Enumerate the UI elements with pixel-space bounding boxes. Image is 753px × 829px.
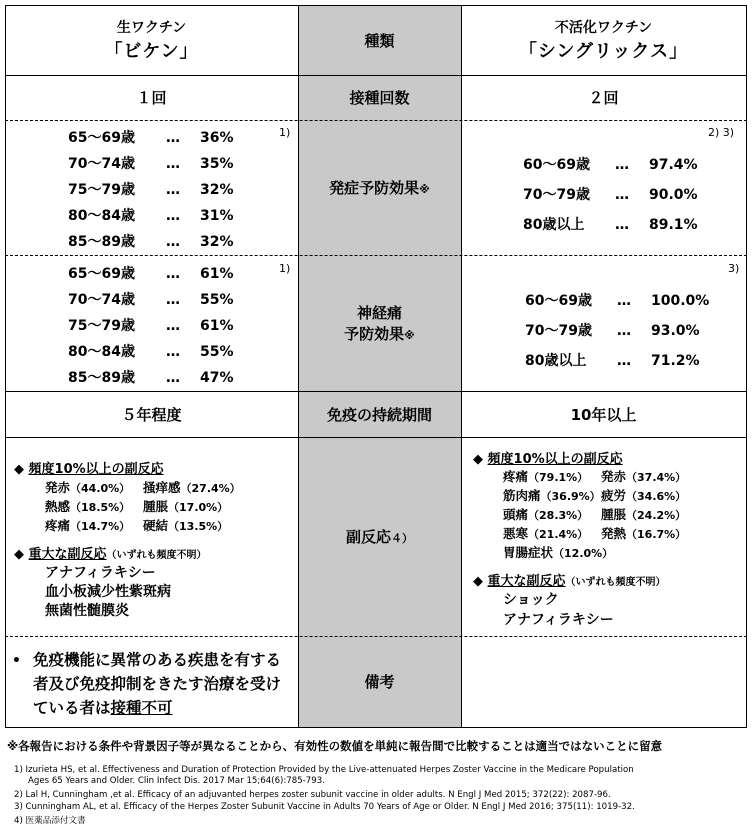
reaction-name: 掻痒感 [143,480,181,495]
reaction-name: 発熱 [601,526,627,541]
efficacy-value: 97.4% [649,157,698,173]
adverse-reaction [601,469,686,484]
ellipsis: … [617,323,631,339]
reaction-name: 硬結 [143,518,169,533]
adverse-reaction-row [45,497,228,515]
ellipsis: … [166,208,180,224]
efficacy-value: 61% [200,266,234,282]
remarks-label: 備考 [364,673,395,691]
adverse-reaction-row [503,524,686,542]
reaction-name: 熱感 [45,499,71,514]
reaction-frequency: （34.6%） [626,490,687,503]
reaction-name: 悪寒 [503,526,529,541]
diamond-bullet-icon: ◆ [473,574,483,589]
adverse-reaction [503,545,613,560]
adverse-reaction-row [503,543,613,561]
serious-heading-text: 重大な副反応 [28,547,107,562]
efficacy-value: 36% [200,130,234,146]
adverse-reaction-row [45,516,228,534]
age-efficacy-row [68,341,234,361]
age-group: 75～79歳 [68,318,135,334]
inactivated-serious-heading [473,570,666,589]
efficacy-value: 93.0% [651,323,700,339]
adverse-reaction-row [503,505,686,523]
ellipsis: … [617,353,631,369]
reaction-name: 疲労 [601,488,627,503]
age-efficacy-row [68,127,234,147]
efficacy-value: 90.0% [649,187,698,203]
serious-reaction: アナフィラキシー [503,612,614,628]
age-group: 70～79歳 [525,323,592,339]
age-efficacy-row [68,179,234,199]
reference-mark: 2) 3) [708,126,735,139]
adverse-label [346,526,413,547]
serious-heading-note: （いずれも頻度不明） [565,577,666,588]
reference-item: Ages 65 Years and Older. Clin Infect Dis. 2017 Mar 15;64(6):785-793. [28,776,325,786]
table-border-right [746,5,747,728]
reaction-name: 腫脹 [601,507,627,522]
reaction-frequency: （17.0%） [168,501,229,514]
age-efficacy-row [68,263,234,283]
ellipsis: … [166,156,180,172]
age-group: 70～74歳 [68,156,135,172]
inactivated-duration: 10年以上 [570,405,637,424]
neuralgia-label-cell [298,255,461,391]
reference-item: 4) 医薬品添付文書 [14,816,86,826]
adverse-reaction [143,499,228,514]
ellipsis: … [166,370,180,386]
adverse-reaction [601,526,686,541]
table-border-bottom [5,727,747,728]
reference-mark: 3) [728,262,740,275]
age-efficacy-row [523,154,698,174]
reaction-frequency: （21.4%） [528,528,589,541]
category-header [298,5,461,75]
adverse-reaction [601,488,686,503]
efficacy-value: 55% [200,292,234,308]
adverse-reaction-row [503,467,686,485]
live-doses: １回 [136,89,167,107]
age-efficacy-row [68,231,234,251]
category-label: 種類 [364,31,395,50]
reference-item: 3) Cunningham AL, et al. Efficacy of the Herpes Zoster Subunit Vaccine in Adults 70 Years of Age or Older. N Engl J Med 2016; 375(11): 1019-32. [14,802,635,812]
age-group: 80～84歳 [68,208,135,224]
neuralgia-label-text: 予防効果 [344,325,405,343]
adverse-label-cell [298,437,461,636]
age-efficacy-row [525,290,709,310]
adverse-reaction [45,497,143,515]
freq-heading-text: 頻度10%以上の副反応 [28,462,164,477]
remark-bullet-icon: • [12,653,21,669]
efficacy-label-text: 発症予防効果 [329,179,420,197]
age-efficacy-row [68,289,234,309]
reaction-name: 胃腸症状 [503,545,554,560]
diamond-bullet-icon: ◆ [14,462,24,477]
reaction-name: 疼痛 [503,469,529,484]
serious-reaction: ショック [503,592,559,608]
adverse-reaction [143,518,228,533]
reaction-frequency: （14.7%） [70,520,131,533]
reference-item: 2) Lal H, Cunningham ,et al. Efficacy of an adjuvanted herpes zoster subunit vaccine in older adults. N Engl J Med 2015; 372(22): 2087-96. [14,790,611,800]
age-efficacy-row [523,184,698,204]
adverse-reaction [503,486,601,504]
remark-text-main: 免疫機能に異常のある疾患を有する者及び免疫抑制をきたす治療を受けている者は [33,651,282,717]
efficacy-value: 32% [200,234,234,250]
footnote: ※各報告における条件や背景因子等が異なることから、有効性の数値を単純に報告間で比較することは適当ではないことに留意 [7,739,663,753]
age-efficacy-row [525,320,700,340]
reference-item: 1) Izurieta HS, et al. Effectiveness and Duration of Protection Provided by the Live-attenuated Herpes Zoster Vaccine in the Medicare Population [14,765,634,775]
age-group: 60～69歳 [525,293,592,309]
serious-reaction: アナフィラキシー [45,565,156,581]
reaction-name: 発赤 [601,469,627,484]
adverse-reaction [601,507,686,522]
age-efficacy-row [523,214,698,234]
note-mark: ※ [404,329,415,342]
inactivated-freq-heading [473,448,623,467]
remark-text [33,648,295,720]
ellipsis: … [166,266,180,282]
ellipsis: … [615,187,629,203]
age-efficacy-row [68,315,234,335]
adverse-reaction [45,478,143,496]
age-efficacy-row [68,367,234,387]
serious-heading-note: （いずれも頻度不明） [106,550,207,561]
adverse-reaction [503,505,601,523]
reaction-frequency: （12.0%） [553,547,614,560]
adverse-reaction [503,467,601,485]
age-group: 75～79歳 [68,182,135,198]
reaction-frequency: （37.4%） [626,471,687,484]
ellipsis: … [166,182,180,198]
reaction-frequency: （16.7%） [626,528,687,541]
age-efficacy-row [68,153,234,173]
ellipsis: … [166,130,180,146]
neuralgia-label-line2 [344,323,415,344]
reaction-name: 筋肉痛 [503,488,541,503]
diamond-bullet-icon: ◆ [14,547,24,562]
adverse-reaction-row [45,478,241,496]
reaction-frequency: （13.5%） [168,520,229,533]
inactivated-vaccine-header [461,5,746,75]
doses-label: 接種回数 [349,89,410,107]
comparison-table [5,5,747,728]
efficacy-value: 100.0% [651,293,710,309]
serious-reaction: 無菌性髄膜炎 [45,603,129,619]
reaction-name: 疼痛 [45,518,71,533]
reaction-frequency: （24.2%） [626,509,687,522]
efficacy-value: 47% [200,370,234,386]
ellipsis: … [617,293,631,309]
serious-heading-text: 重大な副反応 [487,574,566,589]
efficacy-value: 71.2% [651,353,700,369]
duration-label: 免疫の持続期間 [326,405,432,424]
age-group: 80～84歳 [68,344,135,360]
neuralgia-label-line1: 神経痛 [356,304,402,322]
adverse-reaction [143,480,241,495]
efficacy-value: 31% [200,208,234,224]
live-duration: ５年程度 [121,405,182,424]
reaction-name: 腫脹 [143,499,169,514]
reaction-frequency: （28.3%） [528,509,589,522]
note-mark: ※ [419,183,430,196]
age-group: 85～89歳 [68,234,135,250]
reaction-name: 発赤 [45,480,71,495]
remark-text-emphasis: 接種不可 [110,699,173,717]
efficacy-value: 55% [200,344,234,360]
reference-mark: 1) [279,262,291,275]
freq-heading-text: 頻度10%以上の副反応 [487,452,623,467]
reference-mark: ４） [391,532,413,545]
inactivated-vaccine-name: 「シングリックス」 [518,41,689,62]
efficacy-label-cell [298,120,461,255]
efficacy-value: 61% [200,318,234,334]
live-vaccine-name: 「ビケン」 [104,41,199,62]
inactivated-vaccine-type: 不活化ワクチン [554,20,653,36]
age-group: 65～69歳 [68,266,135,282]
efficacy-label [329,177,430,198]
adverse-label-text: 副反応 [345,528,391,546]
adverse-reaction-row [503,486,686,504]
diamond-bullet-icon: ◆ [473,452,483,467]
adverse-reaction [45,516,143,534]
age-group: 65～69歳 [68,130,135,146]
efficacy-value: 35% [200,156,234,172]
adverse-reaction [503,524,601,542]
age-group: 70～74歳 [68,292,135,308]
live-vaccine-type: 生ワクチン [116,20,187,36]
age-efficacy-row [68,205,234,225]
age-group: 85～89歳 [68,370,135,386]
inactivated-doses: ２回 [588,89,619,107]
live-freq-heading [14,458,164,477]
ellipsis: … [166,318,180,334]
reaction-frequency: （18.5%） [70,501,131,514]
live-vaccine-header [5,5,298,75]
ellipsis: … [615,217,629,233]
reaction-frequency: （79.1%） [528,471,589,484]
age-efficacy-row [525,350,700,370]
live-serious-heading [14,543,207,562]
reaction-frequency: （44.0%） [70,482,131,495]
reference-mark: 1) [279,126,291,139]
ellipsis: … [166,344,180,360]
ellipsis: … [166,234,180,250]
reaction-name: 頭痛 [503,507,529,522]
reaction-frequency: （27.4%） [180,482,241,495]
efficacy-value: 32% [200,182,234,198]
ellipsis: … [166,292,180,308]
serious-reaction: 血小板減少性紫斑病 [45,584,171,600]
age-group: 70～79歳 [523,187,590,203]
ellipsis: … [615,157,629,173]
age-group: 80歳以上 [525,353,587,369]
age-group: 60～69歳 [523,157,590,173]
efficacy-value: 89.1% [649,217,698,233]
age-group: 80歳以上 [523,217,585,233]
reaction-frequency: （36.9%） [540,490,601,503]
